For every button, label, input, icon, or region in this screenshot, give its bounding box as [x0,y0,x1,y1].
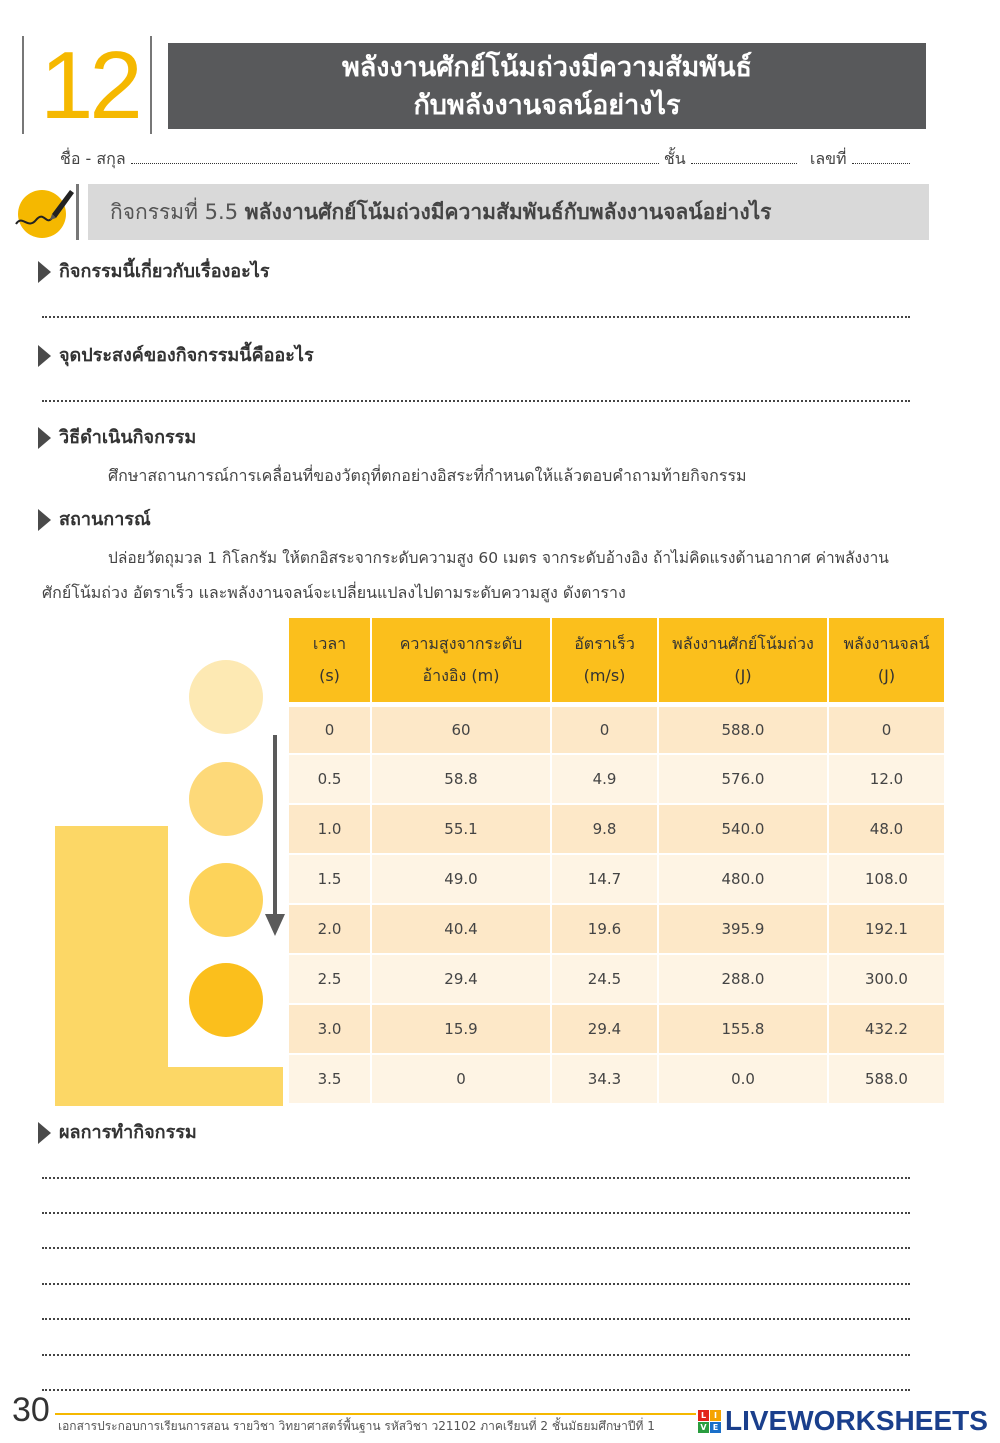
cell-height: 58.8 [371,754,551,804]
cell-kinetic-energy: 192.1 [828,904,944,954]
cell-time: 3.5 [289,1054,371,1104]
cell-potential-energy: 576.0 [658,754,828,804]
table-row [289,704,944,754]
cell-time: 3.0 [289,1004,371,1054]
pen-writing-icon [12,184,74,238]
column-header-height: ความสูงจากระดับ อ้างอิง (m) [371,618,551,704]
cell-speed: 14.7 [551,854,658,904]
table-header-row [289,618,944,704]
liveworksheets-logo[interactable] [696,1405,988,1437]
column-header-speed: อัตราเร็ว (m/s) [551,618,658,704]
title-line-1: พลังงานศักย์โน้มถ่วงมีความสัมพันธ์ [341,52,753,83]
answer-line[interactable] [42,400,910,402]
cell-potential-energy: 588.0 [658,704,828,754]
liveworksheets-text: LIVEWORKSHEETS [725,1405,988,1436]
cell-potential-energy: 288.0 [658,954,828,1004]
cell-potential-energy: 0.0 [658,1054,828,1104]
energy-table [289,618,944,1105]
name-field[interactable] [131,150,659,164]
cell-height: 55.1 [371,804,551,854]
cell-speed: 4.9 [551,754,658,804]
table-row [289,804,944,854]
answer-line[interactable] [42,1318,910,1320]
title-line-2: กับพลังงานจลน์อย่างไร [413,90,681,121]
falling-ball-position-3 [189,863,263,937]
triangle-bullet-icon [38,261,51,283]
cell-height: 40.4 [371,904,551,954]
triangle-bullet-icon [38,345,51,367]
ground-illustration [168,1067,283,1106]
cell-height: 60 [371,704,551,754]
table-row [289,954,944,1004]
answer-line[interactable] [42,316,910,318]
down-arrow-icon [273,735,277,917]
triangle-bullet-icon [38,427,51,449]
name-label: ชื่อ - สกุล [60,149,126,168]
answer-line[interactable] [42,1354,910,1356]
column-header-potential-energy: พลังงานศักย์โน้มถ่วง (J) [658,618,828,704]
cell-kinetic-energy: 108.0 [828,854,944,904]
table-row [289,1054,944,1104]
table-row [289,754,944,804]
triangle-bullet-icon [38,509,51,531]
table-row [289,904,944,954]
cell-speed: 29.4 [551,1004,658,1054]
divider [22,36,24,134]
column-header-time: เวลา (s) [289,618,371,704]
cell-time: 0 [289,704,371,754]
cell-kinetic-energy: 300.0 [828,954,944,1004]
answer-line[interactable] [42,1177,910,1179]
number-field[interactable] [852,150,910,164]
section-heading-purpose: จุดประสงค์ของกิจกรรมนี้คืออะไร [38,340,314,369]
cell-potential-energy: 395.9 [658,904,828,954]
chapter-number: 12 [40,32,139,139]
situation-text-line2: ศักย์โน้มถ่วง อัตราเร็ว และพลังงานจลน์จะเปลี่ยนแปลงไปตามระดับความสูง ดังตาราง [42,583,626,602]
triangle-bullet-icon [38,1122,51,1144]
liveworksheets-squares-icon: L I V E [698,1410,721,1433]
class-field[interactable] [691,150,797,164]
cell-speed: 34.3 [551,1054,658,1104]
cell-height: 15.9 [371,1004,551,1054]
column-header-kinetic-energy: พลังงานจลน์ (J) [828,618,944,704]
activity-prefix: กิจกรรมที่ 5.5 [110,200,239,224]
cell-kinetic-energy: 0 [828,704,944,754]
cell-time: 1.0 [289,804,371,854]
answer-line[interactable] [42,1283,910,1285]
student-info-line [60,147,920,172]
procedure-text: ศึกษาสถานการณ์การเคลื่อนที่ของวัตถุที่ตกอย่างอิสระที่กำหนดให้แล้วตอบคำถามท้ายกิจกรรม [108,466,747,485]
cell-speed: 19.6 [551,904,658,954]
activity-title: พลังงานศักย์โน้มถ่วงมีความสัมพันธ์กับพลังงานจลน์อย่างไร [244,200,772,224]
cell-potential-energy: 480.0 [658,854,828,904]
situation-text-line1: ปล่อยวัตถุมวล 1 กิโลกรัม ให้ตกอิสระจากระดับความสูง 60 เมตร จากระดับอ้างอิง ถ้าไม่คิดแรงต้านอากาศ ค่าพลังงาน [108,549,889,567]
answer-line[interactable] [42,1247,910,1249]
cell-time: 2.0 [289,904,371,954]
cell-time: 2.5 [289,954,371,1004]
table-row [289,1004,944,1054]
cell-kinetic-energy: 48.0 [828,804,944,854]
page-number: 30 [12,1391,50,1429]
number-label: เลขที่ [809,149,847,168]
divider [150,36,152,134]
cell-speed: 24.5 [551,954,658,1004]
cell-kinetic-energy: 12.0 [828,754,944,804]
answer-line[interactable] [42,1389,910,1391]
footer-text: เอกสารประกอบการเรียนการสอน รายวิชา วิทยาศาสตร์พื้นฐาน รหัสวิชา ว21102 ภาคเรียนที่ 2 ชั้นมัธยมศึกษาปีที่ 1 [58,1419,655,1433]
falling-ball-position-2 [189,762,263,836]
table-row [289,854,944,904]
activity-banner [88,184,929,240]
class-label: ชั้น [663,149,686,168]
section-heading-situation: สถานการณ์ [38,504,151,533]
cell-potential-energy: 155.8 [658,1004,828,1054]
cell-speed: 0 [551,704,658,754]
activity-bar [76,184,79,240]
section-heading-results: ผลการทำกิจกรรม [38,1117,197,1146]
cell-height: 29.4 [371,954,551,1004]
arrow-head-icon [265,914,285,936]
cell-time: 1.5 [289,854,371,904]
answer-line[interactable] [42,1212,910,1214]
cliff-illustration [55,826,168,1106]
section-heading-procedure: วิธีดำเนินกิจกรรม [38,422,196,451]
cell-speed: 9.8 [551,804,658,854]
cell-kinetic-energy: 432.2 [828,1004,944,1054]
falling-ball-position-4 [189,963,263,1037]
cell-potential-energy: 540.0 [658,804,828,854]
cell-height: 0 [371,1054,551,1104]
section-heading-about: กิจกรรมนี้เกี่ยวกับเรื่องอะไร [38,256,270,285]
falling-ball-position-1 [189,660,263,734]
page-title [168,43,926,129]
cell-kinetic-energy: 588.0 [828,1054,944,1104]
cell-time: 0.5 [289,754,371,804]
cell-height: 49.0 [371,854,551,904]
